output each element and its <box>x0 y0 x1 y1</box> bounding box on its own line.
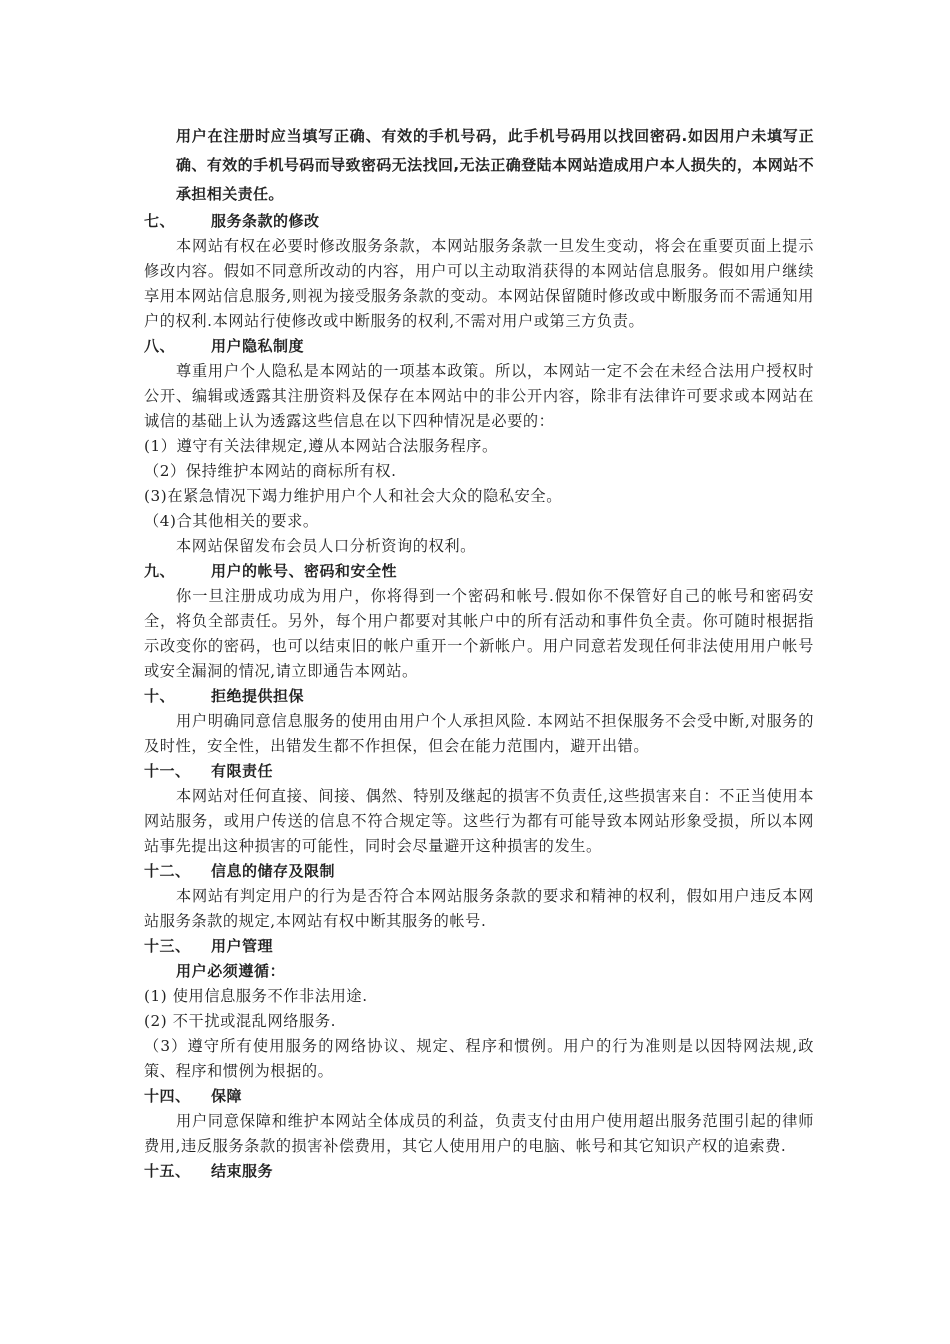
section-heading <box>144 934 814 959</box>
section-8 <box>144 334 814 559</box>
section-number: 十四、 <box>144 1087 191 1105</box>
section-title: 用户隐私制度 <box>211 337 305 355</box>
list-item: （4)合其他相关的要求。 <box>144 512 319 530</box>
section-heading <box>144 334 814 359</box>
section-heading <box>144 209 814 234</box>
section-12 <box>144 859 814 934</box>
section-paragraph: 本网站对任何直接、间接、偶然、特别及继起的损害不负责任,这些损害来自：不正当使用本网站服务，或用户传送的信息不符合规定等。这些行为都有可能导致本网站形象受损，所以本网站事先提出这种损害的可能性，同时会尽量避开这种损害的发生。 <box>144 787 814 855</box>
section-number: 八、 <box>144 337 176 355</box>
section-10 <box>144 684 814 759</box>
section-paragraph: 本网站保留发布会员人口分析资询的权利。 <box>176 537 476 555</box>
section-paragraph: 尊重用户个人隐私是本网站的一项基本政策。所以，本网站一定不会在未经合法用户授权时公开、编辑或透露其注册资料及保存在本网站中的非公开内容，除非有法律许可要求或本网站在诚信的基础上认为透露这些信息在以下四种情况是必要的： <box>144 362 814 430</box>
section-heading <box>144 684 814 709</box>
section-title: 用户的帐号、密码和安全性 <box>211 562 398 580</box>
section-number: 十、 <box>144 687 176 705</box>
section-paragraph: 本网站有权在必要时修改服务条款，本网站服务条款一旦发生变动，将会在重要页面上提示修改内容。假如不同意所改动的内容，用户可以主动取消获得的本网站信息服务。假如用户继续享用本网站信息服务,则视为接受服务条款的变动。本网站保留随时修改或中断服务而不需通知用户的权利.本网站行使修改或中断服务的权利,不需对用户或第三方负责。 <box>144 237 814 330</box>
section-lead: 用户必须遵循： <box>176 962 286 980</box>
section-7 <box>144 209 814 334</box>
section-9 <box>144 559 814 684</box>
document-page <box>144 122 814 1184</box>
section-paragraph: 用户明确同意信息服务的使用由用户个人承担风险. 本网站不担保服务不会受中断,对服务的及时性，安全性，出错发生都不作担保，但会在能力范围内，避开出错。 <box>144 712 814 755</box>
section-heading <box>144 1159 814 1184</box>
section-number: 十三、 <box>144 937 191 955</box>
section-title: 保障 <box>211 1087 243 1105</box>
list-item: (2) 不干扰或混乱网络服务. <box>144 1012 337 1030</box>
section-14 <box>144 1084 814 1159</box>
section-title: 服务条款的修改 <box>211 212 320 230</box>
section-paragraph: 你一旦注册成功成为用户，你将得到一个密码和帐号.假如你不保管好自己的帐号和密码安全，将负全部责任。另外，每个用户都要对其帐户中的所有活动和事件负全责。你可随时根据指示改变你的密码，也可以结束旧的帐户重开一个新帐户。用户同意若发现任何非法使用用户帐号或安全漏洞的情况,请立即通告本网站。 <box>144 587 814 680</box>
section-11 <box>144 759 814 859</box>
section-number: 十五、 <box>144 1162 191 1180</box>
list-item: （3）遵守所有使用服务的网络协议、规定、程序和惯例。用户的行为准则是以因特网法规,政策、程序和惯例为根据的。 <box>144 1037 814 1080</box>
section-15 <box>144 1159 814 1184</box>
section-number: 十二、 <box>144 862 191 880</box>
section-paragraph: 用户同意保障和维护本网站全体成员的利益，负责支付由用户使用超出服务范围引起的律师费用,违反服务条款的损害补偿费用，其它人使用用户的电脑、帐号和其它知识产权的追索费. <box>144 1112 814 1155</box>
section-title: 拒绝提供担保 <box>211 687 305 705</box>
list-item: (1) 使用信息服务不作非法用途. <box>144 987 368 1005</box>
list-item: （2）保持维护本网站的商标所有权. <box>144 462 397 480</box>
section-title: 用户管理 <box>211 937 274 955</box>
section-number: 七、 <box>144 212 176 230</box>
intro-paragraph: 用户在注册时应当填写正确、有效的手机号码，此手机号码用以找回密码.如因用户未填写正确、有效的手机号码而导致密码无法找回,无法正确登陆本网站造成用户本人损失的，本网站不承担相关责任。 <box>176 127 814 203</box>
section-heading <box>144 1084 814 1109</box>
section-13 <box>144 934 814 1084</box>
section-paragraph: 本网站有判定用户的行为是否符合本网站服务条款的要求和精神的权利，假如用户违反本网站服务条款的规定,本网站有权中断其服务的帐号. <box>144 887 814 930</box>
section-title: 有限责任 <box>211 762 274 780</box>
section-heading <box>144 559 814 584</box>
section-heading <box>144 859 814 884</box>
list-item: (3)在紧急情况下竭力维护用户个人和社会大众的隐私安全。 <box>144 487 563 505</box>
list-item: (1）遵守有关法律规定,遵从本网站合法服务程序。 <box>144 437 498 455</box>
section-heading <box>144 759 814 784</box>
section-title: 信息的储存及限制 <box>211 862 336 880</box>
section-number: 十一、 <box>144 762 191 780</box>
section-number: 九、 <box>144 562 176 580</box>
section-title: 结束服务 <box>211 1162 274 1180</box>
